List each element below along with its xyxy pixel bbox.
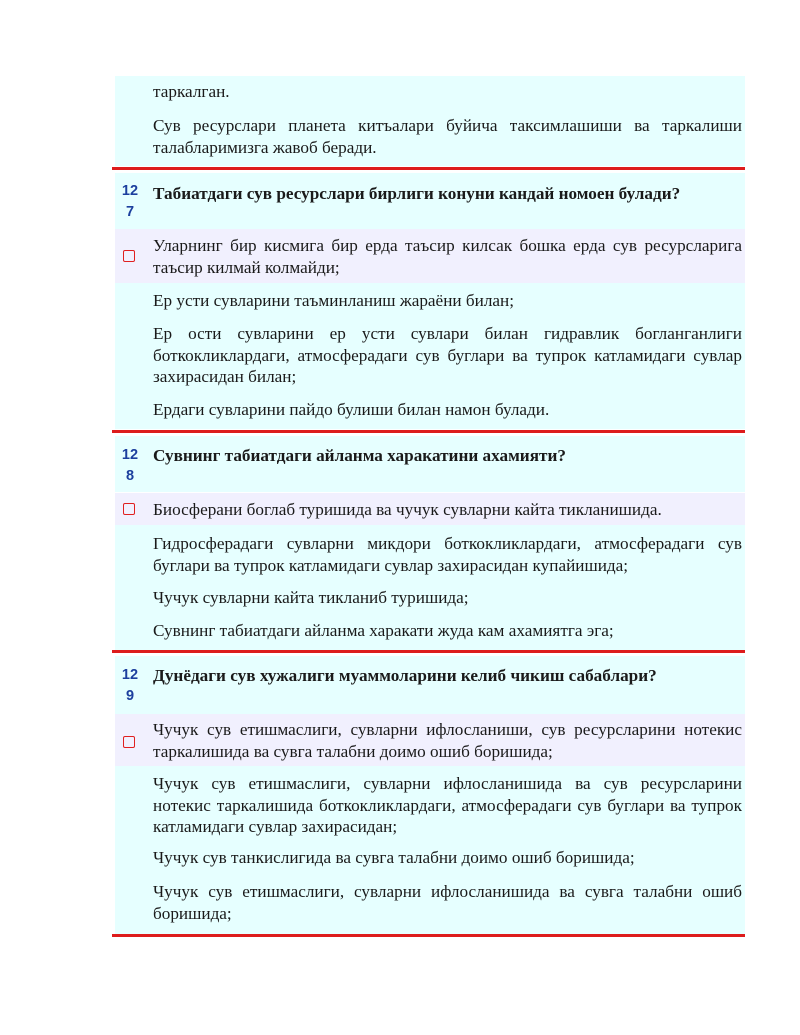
answer-row-selected[interactable] [115,229,745,283]
answer-text: Чучук сув етишмаслиги, сувларни ифлосланиши, сув ресурсларини нотекис таркалишида ва сувга талабни доимо ошиб боришида; [153,720,742,761]
question-text: Табиатдаги сув ресурслари бирлиги конуни кандай номоен булади? [153,184,681,203]
question-number [115,181,145,223]
missing-glyph-icon [123,250,135,262]
answer-text: Чучук сувларни кайта тикланиб туришида; [153,588,469,607]
answer-row[interactable] [115,525,745,581]
question-number [115,445,145,487]
question-row [115,173,745,229]
missing-glyph-icon [123,736,135,748]
answer-text: Чучук сув етишмаслиги, сувларни ифлосланишида ва сув ресурсларини нотекис таркалишида боткокликлардаги, атмосферадаги сув буглари ва тупрок катламидаги сувлар захирасидан; [153,774,742,836]
answer-text: Гидросферадаги сувларни микдори боткокликлардаги, атмосферадаги сув буглари ва тупрок катламидаги сувлар захирасидан купайишида; [153,534,742,575]
question-text: Дунёдаги сув хужалиги муаммоларини келиб чикиш сабаблари? [153,666,657,685]
question-number-line: 12 [121,667,139,683]
question-divider [112,934,745,937]
answer-text: Сувнинг табиатдаги айланма харакати жуда кам ахамиятга эга; [153,621,614,640]
answer-text: Сув ресурслари планета китъалари буйича таксимлашиши ва таркалиши талабларимизга жавоб беради. [153,116,742,157]
answer-row[interactable] [115,615,745,650]
question-number-line: 9 [125,688,135,704]
question-divider [112,650,745,653]
question-divider [112,430,745,433]
question-row [115,656,745,714]
answer-text: Чучук сув танкислигида ва сувга талабни доимо ошиб боришида; [153,848,635,867]
answer-row[interactable] [115,581,745,615]
question-divider [112,167,745,170]
answer-row [115,76,745,110]
answer-row[interactable] [115,283,745,319]
question-number-line: 8 [125,468,135,484]
answer-text: таркалган. [153,82,230,101]
answer-text: Ер усти сувларини таъминланиш жараёни билан; [153,291,515,310]
answer-text: Уларнинг бир кисмига бир ерда таъсир килсак бошка ерда сув ресурсларига таъсир килмай колмайди; [153,236,742,277]
question-text: Сувнинг табиатдаги айланма харакатини ахамияти? [153,446,566,465]
question-row [115,436,745,492]
question-number [115,665,145,707]
answer-text: Чучук сув етишмаслиги, сувларни ифлосланишида ва сувга талабни ошиб боришида; [153,882,742,923]
answer-row [115,110,745,166]
question-number-line: 7 [125,204,135,220]
answer-row[interactable] [115,766,745,842]
answer-text: Ердаги сувларини пайдо булиши билан намон булади. [153,400,550,419]
answer-row[interactable] [115,395,745,429]
answer-row[interactable] [115,876,745,934]
answer-row-selected[interactable] [115,714,745,766]
answer-row-selected[interactable] [115,493,745,525]
question-number-line: 12 [121,447,139,463]
answer-row[interactable] [115,319,745,395]
question-number-line: 12 [121,183,139,199]
answer-text: Биосферани боглаб туришида ва чучук сувларни кайта тикланишида. [153,500,662,519]
answer-row[interactable] [115,842,745,876]
missing-glyph-icon [123,503,135,515]
answer-text: Ер ости сувларини ер усти сувлари билан гидравлик богланганлиги боткокликлардаги, атмосферадаги сув буглари ва тупрок катламидаги сувлар захирасидан билан; [153,324,742,386]
